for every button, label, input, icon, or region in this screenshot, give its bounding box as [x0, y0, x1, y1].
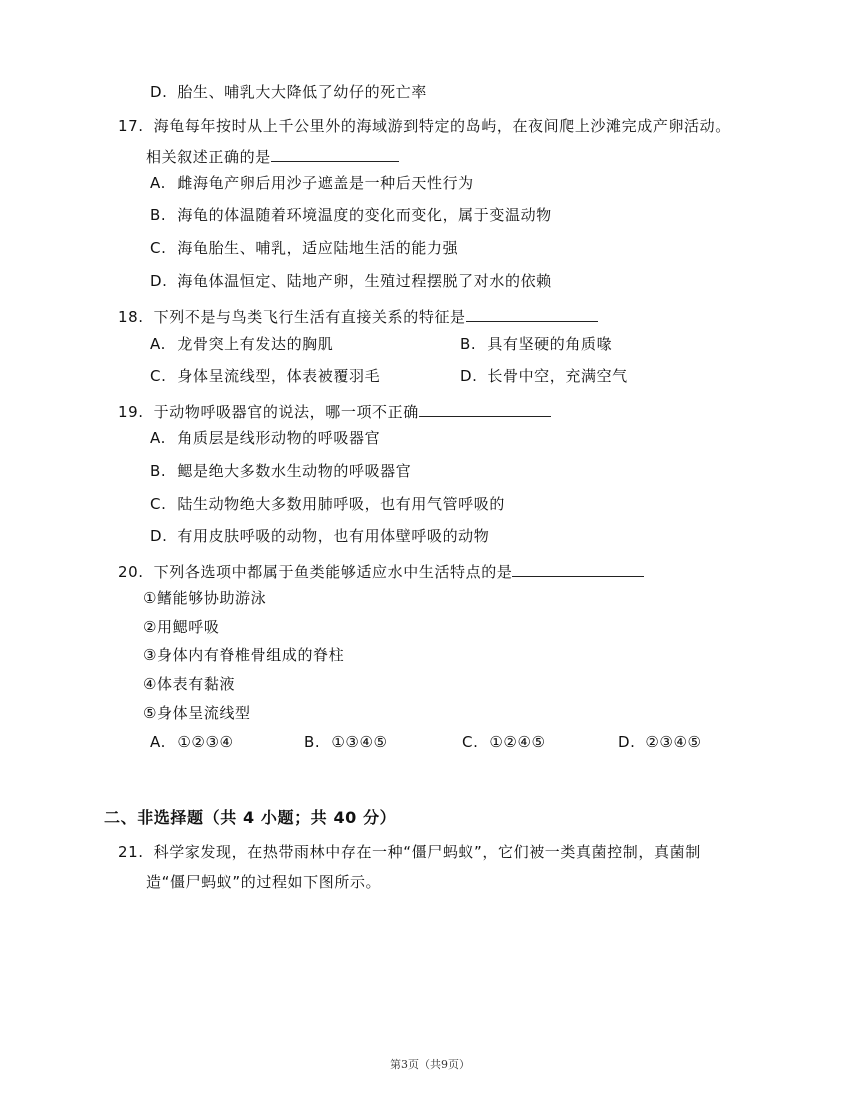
option-letter: D. — [150, 83, 168, 101]
q20-item-3 — [143, 645, 344, 665]
option-letter: C. — [462, 733, 479, 751]
answer-blank[interactable] — [512, 560, 644, 577]
option-text: ①③④⑤ — [331, 733, 388, 751]
question-stem: 下列各选项中都属于鱼类能够适应水中生活特点的是 — [153, 563, 513, 581]
q19-option-a — [150, 428, 380, 448]
question-stem: 相关叙述正确的是 — [146, 148, 271, 166]
question-number: 19. — [118, 403, 144, 421]
option-letter: A. — [150, 733, 166, 751]
option-text: ①②④⑤ — [489, 733, 546, 751]
option-text: 长骨中空，充满空气 — [487, 367, 628, 385]
q18-option-a — [150, 334, 333, 354]
q21-stem-line2 — [146, 872, 381, 892]
q17-stem-line2 — [146, 145, 399, 167]
q17-option-c — [150, 238, 458, 258]
option-text: 海龟胎生、哺乳，适应陆地生活的能力强 — [177, 239, 459, 257]
statement-text: ②用鳃呼吸 — [143, 618, 220, 636]
option-text: 龙骨突上有发达的胸肌 — [177, 335, 334, 353]
statement-text: ④体表有黏液 — [143, 675, 236, 693]
q20-item-2 — [143, 617, 219, 637]
question-stem: 海龟每年按时从上千公里外的海域游到特定的岛屿，在夜间爬上沙滩完成产卵活动。 — [153, 117, 731, 135]
option-text: 身体呈流线型，体表被覆羽毛 — [177, 367, 381, 385]
q17-option-d — [150, 271, 552, 291]
option-text: 雌海龟产卵后用沙子遮盖是一种后天性行为 — [177, 174, 474, 192]
option-text: 鳃是绝大多数水生动物的呼吸器官 — [177, 462, 412, 480]
q20-option-d — [618, 732, 702, 752]
q19-stem — [118, 400, 551, 422]
option-letter: B. — [150, 462, 167, 480]
q20-stem — [118, 560, 644, 582]
q19-option-b — [150, 461, 411, 481]
question-number: 21. — [118, 843, 144, 861]
question-stem: 下列不是与鸟类飞行生活有直接关系的特征是 — [153, 308, 466, 326]
question-number: 20. — [118, 563, 144, 581]
answer-blank[interactable] — [271, 145, 399, 162]
option-text: 具有坚硬的角质喙 — [487, 335, 613, 353]
q19-option-d — [150, 526, 489, 546]
option-letter: D. — [618, 733, 636, 751]
option-letter: B. — [460, 335, 477, 353]
option-text: 胎生、哺乳大大降低了幼仔的死亡率 — [177, 83, 427, 101]
q20-option-b — [304, 732, 388, 752]
option-letter: B. — [150, 206, 167, 224]
q20-option-a — [150, 732, 234, 752]
option-letter: D. — [150, 272, 168, 290]
q19-option-c — [150, 494, 505, 514]
option-letter: B. — [304, 733, 321, 751]
option-text: 海龟的体温随着环境温度的变化而变化，属于变温动物 — [177, 206, 552, 224]
q20-option-c — [462, 732, 546, 752]
q17-option-b — [150, 205, 552, 225]
question-number: 17. — [118, 117, 144, 135]
option-text: 有用皮肤呼吸的动物，也有用体壁呼吸的动物 — [177, 527, 490, 545]
q21-stem-line1 — [118, 842, 701, 862]
statement-text: ⑤身体呈流线型 — [143, 704, 251, 722]
q17-stem-line1 — [118, 116, 731, 136]
section-heading: 二、非选择题（共 4 小题；共 40 分） — [104, 808, 397, 827]
q20-item-1 — [143, 588, 266, 608]
option-text: 角质层是线形动物的呼吸器官 — [177, 429, 381, 447]
option-letter: C. — [150, 239, 167, 257]
option-letter: C. — [150, 367, 167, 385]
q18-stem — [118, 305, 598, 327]
option-letter: A. — [150, 335, 166, 353]
option-text: ②③④⑤ — [645, 733, 702, 751]
option-letter: D. — [150, 527, 168, 545]
statement-text: ③身体内有脊椎骨组成的脊柱 — [143, 646, 345, 664]
question-stem: 于动物呼吸器官的说法，哪一项不正确 — [153, 403, 419, 421]
option-letter: A. — [150, 174, 166, 192]
option-text: 海龟体温恒定、陆地产卵，生殖过程摆脱了对水的依赖 — [177, 272, 552, 290]
question-stem: 科学家发现，在热带雨林中存在一种“僵尸蚂蚁”，它们被一类真菌控制，真菌制 — [153, 843, 701, 861]
q18-option-c — [150, 366, 380, 386]
answer-blank[interactable] — [466, 305, 598, 322]
q18-option-d — [460, 366, 628, 386]
q20-item-5 — [143, 703, 251, 723]
option-text: ①②③④ — [177, 733, 234, 751]
q20-item-4 — [143, 674, 235, 694]
q16-option-d — [150, 82, 427, 102]
question-number: 18. — [118, 308, 144, 326]
q17-option-a — [150, 173, 474, 193]
option-letter: C. — [150, 495, 167, 513]
statement-text: ①鳍能够协助游泳 — [143, 589, 267, 607]
answer-blank[interactable] — [419, 400, 551, 417]
question-stem: 造“僵尸蚂蚁”的过程如下图所示。 — [146, 873, 382, 891]
option-text: 陆生动物绝大多数用肺呼吸，也有用气管呼吸的 — [177, 495, 505, 513]
option-letter: A. — [150, 429, 166, 447]
option-letter: D. — [460, 367, 478, 385]
page-footer: 第3页（共9页） — [390, 1058, 470, 1071]
q18-option-b — [460, 334, 612, 354]
